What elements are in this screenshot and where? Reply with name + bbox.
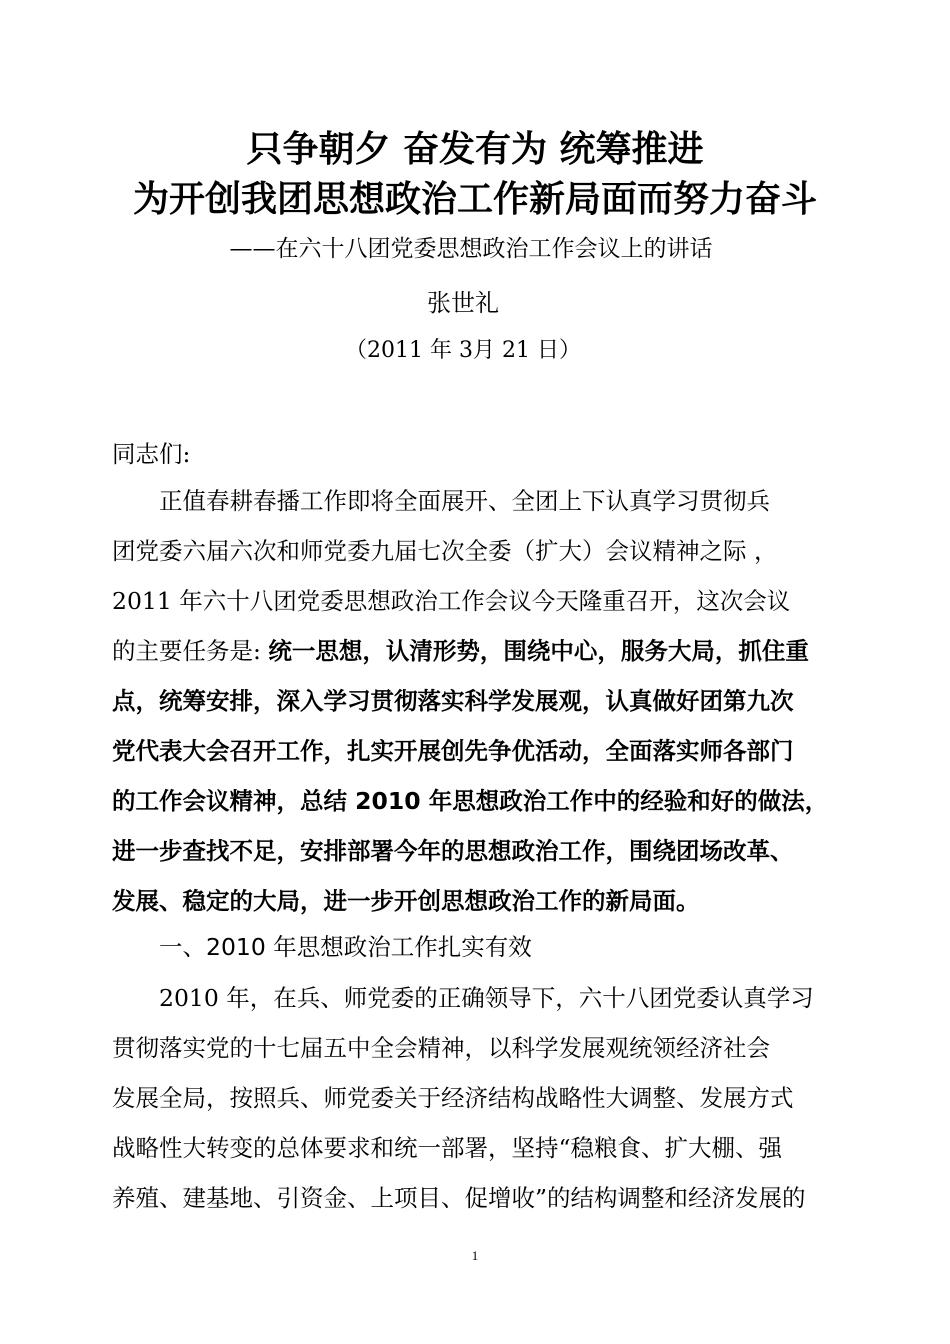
page-number: 1 [471, 1248, 479, 1263]
paragraph-line: 2011 年六十八团党委思想政治工作会议今天隆重召开，这次会议 [112, 587, 791, 615]
paragraph-line: 养殖、建基地、引资金、上项目、促增收”的结构调整和经济发展的 [112, 1184, 806, 1212]
salutation: 同志们: [112, 440, 191, 468]
paragraph-line: 发展全局，按照兵、师党委关于经济结构战略性大调整、发展方式 [112, 1084, 794, 1112]
emphasized-line: 的工作会议精神，总结 2010 年思想政治工作中的经验和好的做法， [112, 787, 829, 815]
paragraph-line: 战略性大转变的总体要求和统一部署，坚持“稳粮食、扩大棚、强 [112, 1134, 783, 1162]
paragraph-line: 团党委六届六次和师党委九届七次全委（扩大）会议精神之际 ， [112, 537, 778, 565]
emphasized-line: 进一步查找不足，安排部署今年的思想政治工作，围绕团场改革、 [112, 837, 794, 865]
paragraph-line: 2010 年，在兵、师党委的正确领导下，六十八团党委认真学习 [159, 984, 814, 1012]
emphasized-line: 党代表大会召开工作，扎实开展创先争优活动，全面落实师各部门 [112, 737, 794, 765]
emphasized-text: 统一思想，认清形势，围绕中心，服务大局，抓住重 [268, 637, 809, 665]
title-line-2: 为开创我团思想政治工作新局面而努力奋斗 [132, 179, 817, 220]
paragraph-line: 贯彻落实党的十七届五中全会精神，以科学发展观统领经济社会 [112, 1034, 770, 1062]
speech-date: （2011 年 3月 21 日） [345, 338, 581, 363]
subtitle: ——在六十八团党委思想政治工作会议上的讲话 [229, 236, 713, 262]
paragraph-text: 的主要任务是: [112, 637, 269, 665]
emphasized-line: 点，统筹安排，深入学习贯彻落实科学发展观，认真做好团第九次 [112, 687, 794, 715]
paragraph-line-mixed [112, 626, 852, 676]
paragraph-intro [112, 476, 852, 926]
paragraph-line: 正值春耕春播工作即将全面展开、全团上下认真学习贯彻兵 [159, 487, 770, 515]
paragraph-section1 [112, 973, 852, 1223]
section-heading: 一、2010 年思想政治工作扎实有效 [159, 933, 532, 961]
title-line-1: 只争朝夕 奋发有为 统筹推进 [246, 129, 704, 170]
author: 张世礼 [427, 289, 499, 317]
emphasized-line: 发展、稳定的大局，进一步开创思想政治工作的新局面。 [112, 887, 700, 915]
